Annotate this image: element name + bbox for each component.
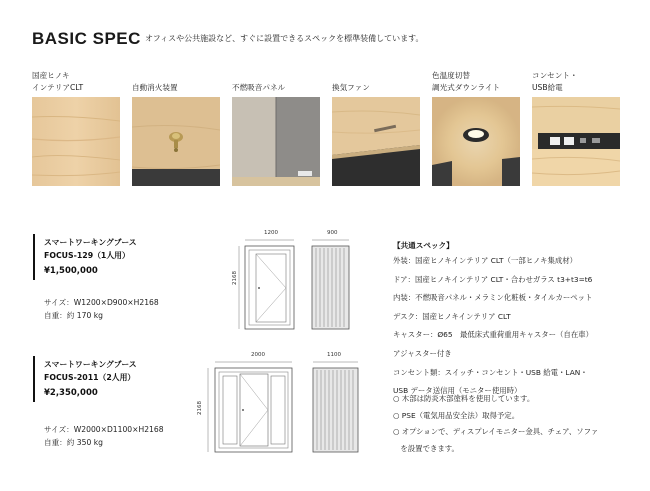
page-subtitle: オフィスや公共施設など、すぐに設置できるスペックを標準装備しています。	[145, 34, 424, 43]
common-spec-heading: 【共通スペック】	[393, 241, 454, 250]
common-spec-list	[393, 252, 593, 401]
common-spec-line: アジャスター付き	[393, 348, 452, 358]
model2-price: ¥2,350,000	[44, 388, 98, 398]
common-spec-line: USB データ送信用（モニター使用時）	[393, 386, 522, 396]
feature-label-usb: コンセント・ USB給電	[532, 71, 578, 92]
model2-name-line2: FOCUS-2011（2人用）	[44, 373, 136, 382]
common-spec-line: デスク：国産ヒノキインテリア CLT	[393, 311, 511, 321]
model1-size: サイズ：W1200×D900×H2168	[44, 298, 159, 307]
feature-label-panel: 不燃吸音パネル	[232, 83, 286, 92]
model2-size: サイズ：W2000×D1100×H2168	[44, 425, 164, 434]
model1-price: ¥1,500,000	[44, 266, 98, 276]
model1-name-line2: FOCUS-129（1人用）	[44, 251, 130, 260]
note-line: を設置できます。	[393, 444, 459, 454]
note-line: ○ PSE（電気用品安全法）取得予定。	[393, 410, 520, 420]
model2-dim-height: 2168	[197, 401, 203, 415]
model1-name-line1: スマートワーキングブース	[44, 238, 137, 247]
model2-dim-width: 2000	[251, 352, 265, 358]
model2-accent-bar	[33, 356, 35, 402]
model1-dim-depth: 900	[327, 230, 338, 236]
model2-drawing	[203, 359, 363, 456]
model2-name-line1: スマートワーキングブース	[44, 360, 137, 369]
model1-dim-height: 2168	[232, 271, 238, 285]
photo-downlight	[432, 97, 520, 186]
common-spec-line: ドア：国産ヒノキインテリア CLT・合わせガラス t3+t3=t6	[393, 274, 593, 284]
model2-dim-depth: 1100	[327, 352, 341, 358]
note-line: ○ オプションで、ディスプレイモニター金具、チェア、ソファ	[393, 427, 599, 437]
note-line: ○ 木部は防炎木部塗料を使用しています。	[393, 394, 535, 403]
model1-drawing	[236, 237, 366, 333]
page-title: BASIC SPEC	[32, 29, 141, 48]
photo-auto-extinguisher	[132, 97, 220, 186]
common-spec-line: キャスター：Ø65 最低床式重荷重用キャスター（自在車）	[393, 330, 593, 340]
photo-ventilation-fan	[332, 97, 420, 186]
feature-label-downlight: 色温度切替 調光式ダウンライト	[432, 71, 501, 92]
feature-label-extinguisher: 自動消火装置	[132, 83, 178, 92]
common-spec-line: 外装：国産ヒノキインテリア CLT（一部ヒノキ集成材）	[393, 256, 578, 265]
feature-label-clt: 国産ヒノキ インテリアCLT	[32, 71, 84, 92]
common-spec-line: コンセント類：スイッチ・コンセント・USB 給電・LAN・	[393, 367, 588, 377]
common-spec-line: 内装：不燃吸音パネル・メラミン化粧板・タイルカーペット	[393, 293, 593, 303]
photo-hinoki-clt	[32, 97, 120, 186]
common-notes	[393, 391, 598, 458]
feature-label-fan: 換気ファン	[332, 83, 370, 92]
model1-dim-width: 1200	[264, 230, 278, 236]
model2-weight: 自重：約 350 kg	[44, 438, 103, 447]
model1-weight: 自重：約 170 kg	[44, 311, 103, 320]
photo-acoustic-panel	[232, 97, 320, 186]
model1-accent-bar	[33, 234, 35, 280]
photo-usb-outlet	[532, 97, 620, 186]
